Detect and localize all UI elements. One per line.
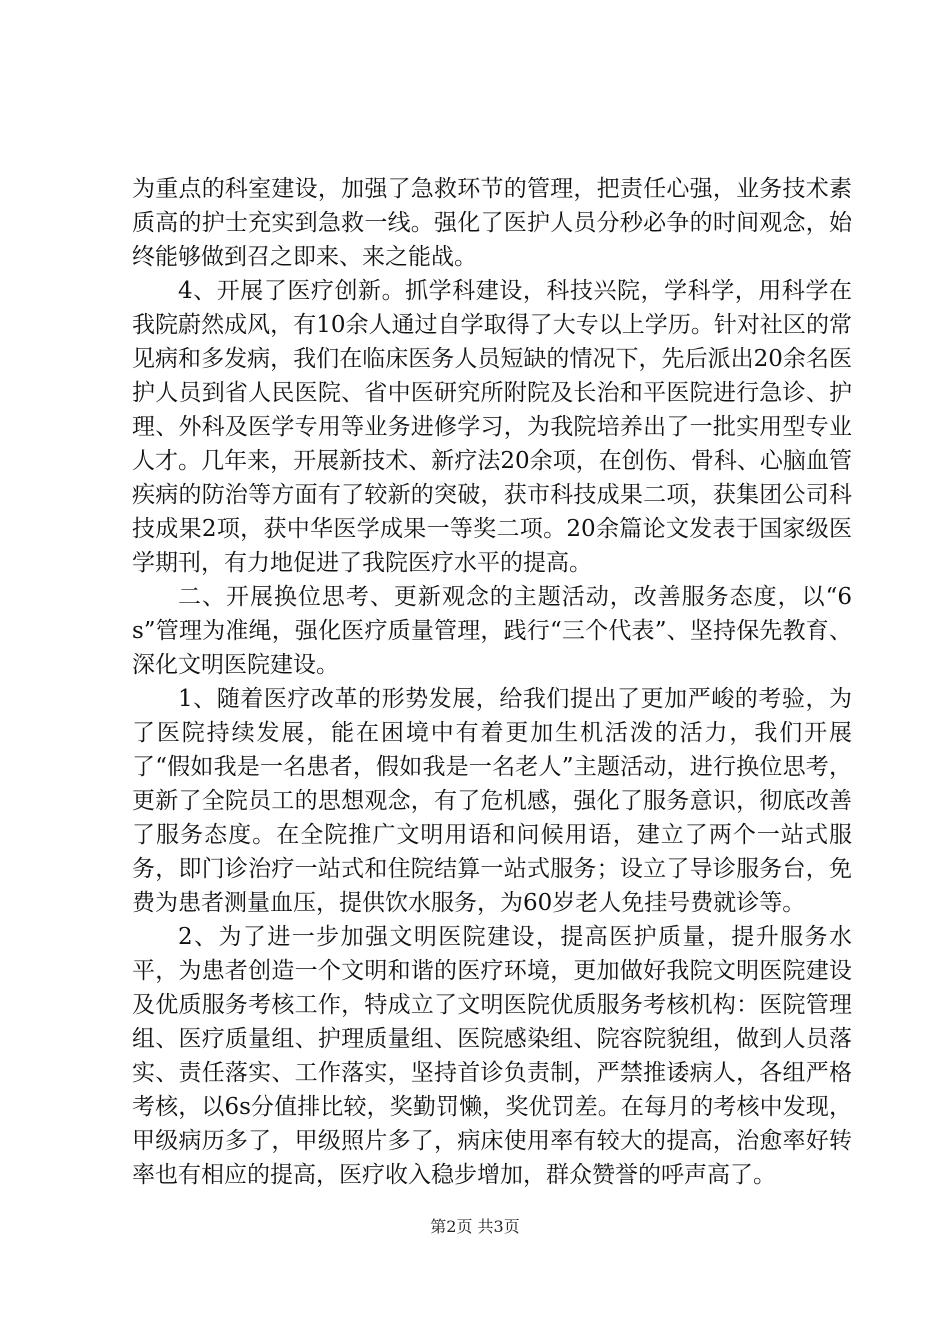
paragraph-civilized-hospital: 2、为了进一步加强文明医院建设，提高医护质量，提升服务水平，为患者创造一个文明和谐的医疗环境，更加做好我院文明医院建设及优质服务考核工作，特成立了文明医院优质服务考核机构：医院管理组、医疗质量组、护理质量组、医院感染组、院容院貌组，做到人员落实、责任落实、工作落实，坚持首诊负责制，严禁推诿病人，各组严格考核，以6s分值排比较，奖勤罚懒，奖优罚差。在每月的考核中发现，甲级病历多了，甲级照片多了，病床使用率有较大的提高，治愈率好转率也有相应的提高，医疗收入稳步增加，群众赞誉的呼声高了。 [132, 924, 852, 1188]
paragraph-role-swap-activity: 1、随着医疗改革的形势发展，给我们提出了更加严峻的考验，为了医院持续发展，能在困境中有着更加生机活泼的活力，我们开展了“假如我是一名患者，假如我是一名老人”主题活动，进行换位思考，更新了全院员工的思想观念，有了危机感，强化了服务意识，彻底改善了服务态度。在全院推广文明用语和问候用语，建立了两个一站式服务，即门诊治疗一站式和住院结算一站式服务；设立了导诊服务台，免费为患者测量血压，提供饮水服务，为60岁老人免挂号费就诊等。 [132, 686, 852, 916]
document-body [132, 172, 852, 1192]
paragraph-section-two-heading: 二、开展换位思考、更新观念的主题活动，改善服务态度，以“6s”管理为准绳，强化医疗质量管理，践行“三个代表”、坚持保先教育、深化文明医院建设。 [132, 584, 852, 678]
page-footer: 第2页 共3页 [430, 1217, 520, 1236]
paragraph-medical-innovation: 4、开展了医疗创新。抓学科建设，科技兴院，学科学，用科学在我院蔚然成风，有10余人通过自学取得了大专以上学历。针对社区的常见病和多发病，我们在临床医务人员短缺的情况下，先后派出20余名医护人员到省人民医院、省中医研究所附院及长治和平医院进行急诊、护理、外科及医学专用等业务进修学习，为我院培养出了一批实用型专业人才。几年来，开展新技术、新疗法20余项，在创伤、骨科、心脑血管疾病的防治等方面有了较新的突破，获市科技成果二项，获集团公司科技成果2项，获中华医学成果一等奖二项。20余篇论文发表于国家级医学期刊，有力地促进了我院医疗水平的提高。 [132, 278, 852, 576]
paragraph-continuation: 为重点的科室建设，加强了急救环节的管理，把责任心强，业务技术素质高的护士充实到急救一线。强化了医护人员分秒必争的时间观念，始终能够做到召之即来、来之能战。 [132, 176, 852, 270]
